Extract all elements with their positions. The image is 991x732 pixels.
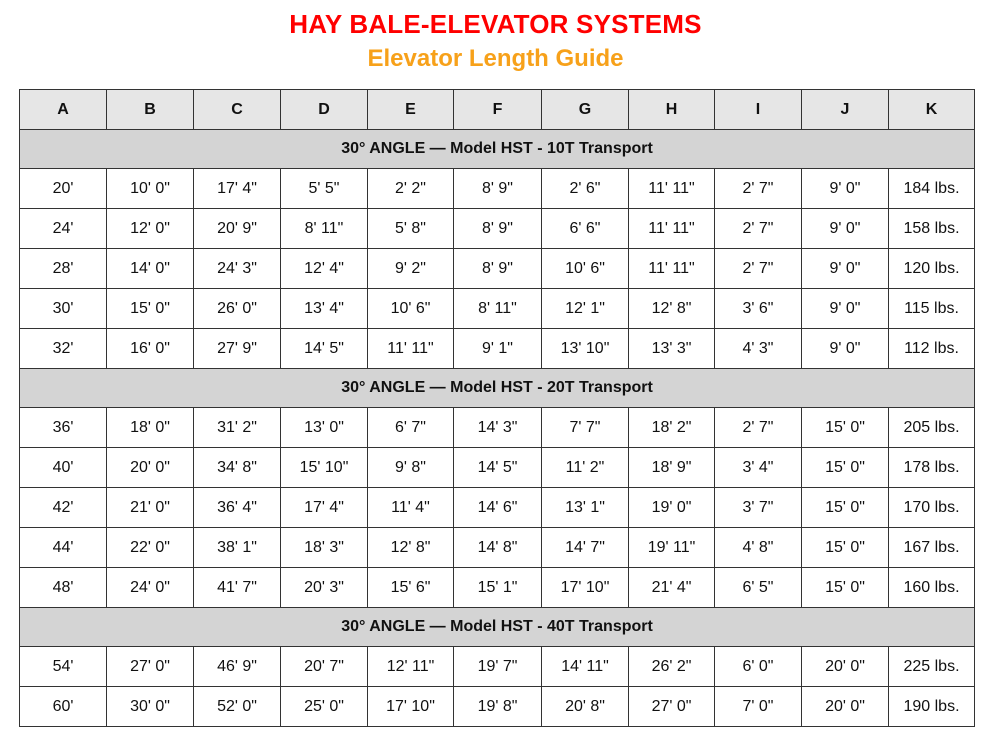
- table-row: [20, 289, 975, 329]
- table-cell-f: 19' 7": [454, 647, 542, 687]
- table-cell-d: 15' 10": [281, 448, 368, 488]
- table-cell-j: 15' 0": [802, 528, 889, 568]
- table-row: [20, 249, 975, 289]
- table-cell-d: 13' 4": [281, 289, 368, 329]
- section-header-row: [20, 608, 975, 647]
- table-cell-i: 7' 0": [715, 687, 802, 727]
- table-cell-i: 3' 4": [715, 448, 802, 488]
- column-header-d: D: [281, 90, 368, 130]
- table-cell-d: 12' 4": [281, 249, 368, 289]
- table-cell-g: 20' 8": [542, 687, 629, 727]
- table-cell-d: 17' 4": [281, 488, 368, 528]
- column-header-g: G: [542, 90, 629, 130]
- table-cell-k: 190 lbs.: [889, 687, 975, 727]
- table-cell-c: 36' 4": [194, 488, 281, 528]
- column-header-f: F: [454, 90, 542, 130]
- table-cell-k: 178 lbs.: [889, 448, 975, 488]
- table-cell-i: 4' 8": [715, 528, 802, 568]
- table-cell-b: 10' 0": [107, 169, 194, 209]
- table-cell-k: 158 lbs.: [889, 209, 975, 249]
- table-cell-c: 41' 7": [194, 568, 281, 608]
- table-cell-f: 8' 9": [454, 249, 542, 289]
- table-cell-a: 48': [20, 568, 107, 608]
- table-cell-b: 15' 0": [107, 289, 194, 329]
- table-cell-b: 21' 0": [107, 488, 194, 528]
- table-cell-f: 8' 9": [454, 169, 542, 209]
- table-row: [20, 647, 975, 687]
- table-cell-h: 26' 2": [629, 647, 715, 687]
- table-cell-j: 20' 0": [802, 687, 889, 727]
- table-cell-i: 3' 7": [715, 488, 802, 528]
- table-cell-a: 54': [20, 647, 107, 687]
- table-cell-c: 38' 1": [194, 528, 281, 568]
- table-cell-b: 14' 0": [107, 249, 194, 289]
- table-cell-j: 9' 0": [802, 249, 889, 289]
- table-cell-k: 167 lbs.: [889, 528, 975, 568]
- table-cell-h: 11' 11": [629, 209, 715, 249]
- table-cell-h: 19' 11": [629, 528, 715, 568]
- page-subtitle: Elevator Length Guide: [367, 45, 624, 72]
- table-cell-h: 27' 0": [629, 687, 715, 727]
- table-row: [20, 329, 975, 369]
- section-header-row: [20, 130, 975, 169]
- table-cell-g: 11' 2": [542, 448, 629, 488]
- table-row: [20, 568, 975, 608]
- table-cell-i: 3' 6": [715, 289, 802, 329]
- table-cell-g: 6' 6": [542, 209, 629, 249]
- table-cell-a: 28': [20, 249, 107, 289]
- column-header-k: K: [889, 90, 975, 130]
- table-row: [20, 209, 975, 249]
- table-cell-e: 6' 7": [368, 408, 454, 448]
- table-cell-d: 13' 0": [281, 408, 368, 448]
- table-cell-k: 205 lbs.: [889, 408, 975, 448]
- table-cell-a: 42': [20, 488, 107, 528]
- table-cell-j: 9' 0": [802, 329, 889, 369]
- table-cell-c: 52' 0": [194, 687, 281, 727]
- section-label: 30° ANGLE — Model HST - 20T Transport: [20, 369, 975, 408]
- table-cell-j: 9' 0": [802, 169, 889, 209]
- table-cell-b: 22' 0": [107, 528, 194, 568]
- table-cell-e: 9' 8": [368, 448, 454, 488]
- table-cell-j: 9' 0": [802, 209, 889, 249]
- table-cell-j: 9' 0": [802, 289, 889, 329]
- header-row: [20, 90, 975, 130]
- table-cell-k: 225 lbs.: [889, 647, 975, 687]
- table-cell-c: 46' 9": [194, 647, 281, 687]
- table-cell-b: 24' 0": [107, 568, 194, 608]
- table-cell-h: 21' 4": [629, 568, 715, 608]
- table-cell-g: 2' 6": [542, 169, 629, 209]
- column-header-b: B: [107, 90, 194, 130]
- table-cell-f: 14' 5": [454, 448, 542, 488]
- table-cell-c: 34' 8": [194, 448, 281, 488]
- page-title: HAY BALE-ELEVATOR SYSTEMS: [289, 9, 702, 39]
- table-cell-d: 20' 3": [281, 568, 368, 608]
- table-cell-e: 12' 11": [368, 647, 454, 687]
- table-row: [20, 448, 975, 488]
- table-cell-i: 2' 7": [715, 209, 802, 249]
- table-cell-j: 15' 0": [802, 488, 889, 528]
- table-cell-a: 36': [20, 408, 107, 448]
- table-cell-i: 6' 0": [715, 647, 802, 687]
- column-header-i: I: [715, 90, 802, 130]
- table-cell-h: 12' 8": [629, 289, 715, 329]
- table-cell-a: 24': [20, 209, 107, 249]
- column-header-h: H: [629, 90, 715, 130]
- table-cell-d: 20' 7": [281, 647, 368, 687]
- table-cell-c: 31' 2": [194, 408, 281, 448]
- table-cell-h: 11' 11": [629, 169, 715, 209]
- table-cell-d: 8' 11": [281, 209, 368, 249]
- table-cell-i: 6' 5": [715, 568, 802, 608]
- table-cell-a: 30': [20, 289, 107, 329]
- table-cell-e: 11' 4": [368, 488, 454, 528]
- table-cell-f: 8' 11": [454, 289, 542, 329]
- table-row: [20, 408, 975, 448]
- table-cell-e: 15' 6": [368, 568, 454, 608]
- table-cell-i: 2' 7": [715, 169, 802, 209]
- column-header-c: C: [194, 90, 281, 130]
- table-cell-b: 12' 0": [107, 209, 194, 249]
- table-cell-k: 170 lbs.: [889, 488, 975, 528]
- table-cell-d: 14' 5": [281, 329, 368, 369]
- table-row: [20, 687, 975, 727]
- table-cell-h: 18' 9": [629, 448, 715, 488]
- table-cell-b: 27' 0": [107, 647, 194, 687]
- table-cell-g: 14' 11": [542, 647, 629, 687]
- table-cell-g: 17' 10": [542, 568, 629, 608]
- table-cell-h: 18' 2": [629, 408, 715, 448]
- section-header-row: [20, 369, 975, 408]
- table-cell-a: 20': [20, 169, 107, 209]
- table-cell-g: 14' 7": [542, 528, 629, 568]
- table-cell-c: 20' 9": [194, 209, 281, 249]
- table-cell-e: 17' 10": [368, 687, 454, 727]
- table-cell-b: 16' 0": [107, 329, 194, 369]
- table-cell-g: 12' 1": [542, 289, 629, 329]
- table-cell-g: 7' 7": [542, 408, 629, 448]
- section-label: 30° ANGLE — Model HST - 40T Transport: [20, 608, 975, 647]
- table-cell-j: 15' 0": [802, 408, 889, 448]
- table-cell-h: 13' 3": [629, 329, 715, 369]
- table-cell-k: 112 lbs.: [889, 329, 975, 369]
- table-cell-f: 14' 3": [454, 408, 542, 448]
- table-cell-k: 184 lbs.: [889, 169, 975, 209]
- table-cell-f: 14' 6": [454, 488, 542, 528]
- table-cell-a: 40': [20, 448, 107, 488]
- table-cell-b: 30' 0": [107, 687, 194, 727]
- table-cell-c: 24' 3": [194, 249, 281, 289]
- table-row: [20, 169, 975, 209]
- table-cell-k: 160 lbs.: [889, 568, 975, 608]
- table-cell-c: 27' 9": [194, 329, 281, 369]
- table-cell-d: 18' 3": [281, 528, 368, 568]
- table-body: [20, 130, 975, 727]
- table-cell-i: 2' 7": [715, 249, 802, 289]
- table-cell-b: 20' 0": [107, 448, 194, 488]
- table-cell-d: 25' 0": [281, 687, 368, 727]
- column-header-a: A: [20, 90, 107, 130]
- table-cell-c: 26' 0": [194, 289, 281, 329]
- elevator-length-table: [19, 89, 975, 727]
- table-cell-f: 15' 1": [454, 568, 542, 608]
- table-cell-h: 19' 0": [629, 488, 715, 528]
- table-cell-f: 9' 1": [454, 329, 542, 369]
- section-label: 30° ANGLE — Model HST - 10T Transport: [20, 130, 975, 169]
- table-cell-g: 13' 10": [542, 329, 629, 369]
- table-cell-f: 19' 8": [454, 687, 542, 727]
- table-cell-e: 5' 8": [368, 209, 454, 249]
- table-cell-f: 8' 9": [454, 209, 542, 249]
- table-row: [20, 528, 975, 568]
- column-header-e: E: [368, 90, 454, 130]
- table-cell-g: 10' 6": [542, 249, 629, 289]
- table-cell-j: 15' 0": [802, 448, 889, 488]
- table-cell-a: 32': [20, 329, 107, 369]
- table-cell-a: 44': [20, 528, 107, 568]
- table-cell-e: 12' 8": [368, 528, 454, 568]
- table-cell-j: 20' 0": [802, 647, 889, 687]
- table-cell-a: 60': [20, 687, 107, 727]
- table-cell-c: 17' 4": [194, 169, 281, 209]
- table-row: [20, 488, 975, 528]
- table-cell-i: 2' 7": [715, 408, 802, 448]
- table-cell-e: 2' 2": [368, 169, 454, 209]
- table-cell-e: 11' 11": [368, 329, 454, 369]
- table-cell-i: 4' 3": [715, 329, 802, 369]
- table-cell-d: 5' 5": [281, 169, 368, 209]
- table-cell-k: 115 lbs.: [889, 289, 975, 329]
- table-cell-j: 15' 0": [802, 568, 889, 608]
- column-header-j: J: [802, 90, 889, 130]
- table-cell-g: 13' 1": [542, 488, 629, 528]
- table-cell-h: 11' 11": [629, 249, 715, 289]
- table-cell-f: 14' 8": [454, 528, 542, 568]
- table-cell-e: 9' 2": [368, 249, 454, 289]
- table-cell-e: 10' 6": [368, 289, 454, 329]
- table-cell-k: 120 lbs.: [889, 249, 975, 289]
- table-cell-b: 18' 0": [107, 408, 194, 448]
